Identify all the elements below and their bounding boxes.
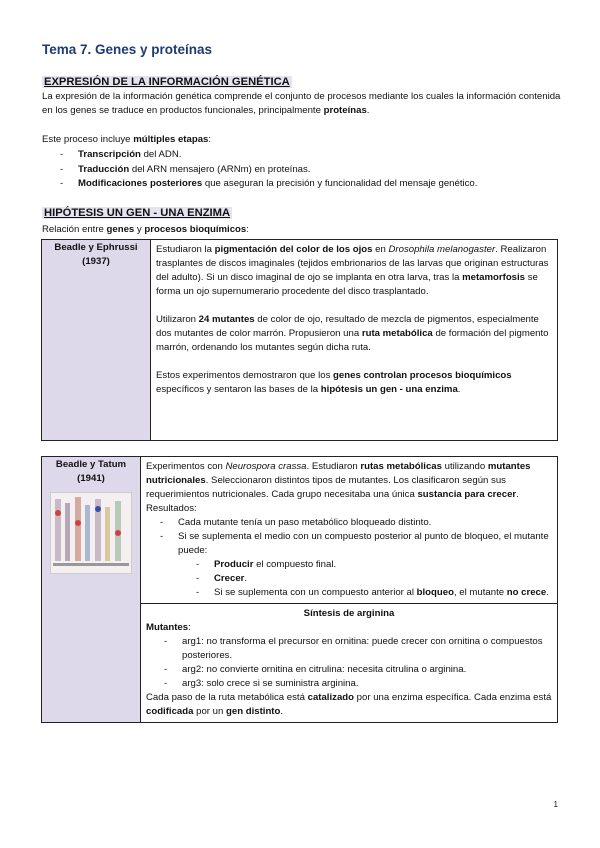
section-heading-expresion: EXPRESIÓN DE LA INFORMACIÓN GENÉTICA: [44, 76, 290, 88]
beadle-ephrussi-table: [41, 239, 558, 441]
list-item: - Si se suplementa el medio con un compuesto posterior al punto de bloqueo, el mutante puede: - Producir el compuesto final. - Crecer. - Si se suplementa con un compuesto anterior al bloqueo, el mutante no crece.: [160, 530, 552, 600]
stages-list: [60, 148, 477, 192]
intro-paragraph: La expresión de la información genética comprende el conjunto de procesos mediante los cuales la información contenida en los genes se traduce en productos funcionales, principalmente proteínas.: [42, 91, 561, 116]
closing-paragraph: Cada paso de la ruta metabólica está catalizado por una enzima específica. Cada enzima está codificada por un gen distinto.: [146, 692, 552, 717]
be-paragraph-2: Utilizaron 24 mutantes de color de ojo, resultado de mezcla de pigmentos, especialmente dos mutantes de color marrón. Propusieron una ruta metabólica de formación del pigmento marrón, ordenando los mutantes según dicha ruta.: [156, 314, 549, 353]
list-item: - Si se suplementa con un compuesto anterior al bloqueo, el mutante no crece.: [196, 586, 552, 600]
stages-intro: Este proceso incluye múltiples etapas:: [42, 134, 212, 145]
list-item: - Transcripción del ADN.: [60, 148, 477, 163]
beadle-tatum-content: [141, 457, 558, 604]
bt-paragraph-1: Experimentos con Neurospora crassa. Estudiaron rutas metabólicas utilizando mutantes nutricionales. Seleccionaron distintos tipos de mutantes. Los clasificaron según sus requerimientos nutricionales. Cada grupo necesitaba una única sustancia para crecer. Resultados:: [146, 461, 531, 514]
page-number: 1: [553, 800, 558, 809]
list-item: - arg1: no transforma el precursor en ornitina: puede crecer con ornitina o compuestos posteriores.: [164, 635, 552, 663]
results-list: [160, 516, 552, 600]
outcomes-list: [196, 558, 552, 600]
figure-graphic: [51, 493, 131, 573]
be-paragraph-3: Estos experimentos demostraron que los genes controlan procesos bioquímicos específicos y sentaron las bases de la hipótesis un gen - una enzima.: [156, 370, 512, 395]
list-item: - Traducción del ARN mensajero (ARNm) en proteínas.: [60, 163, 477, 178]
beadle-ephrussi-content: [151, 240, 558, 441]
mutants-label: Mutantes:: [146, 622, 191, 633]
list-item: - Producir el compuesto final.: [196, 558, 552, 572]
mutants-list: [164, 635, 552, 691]
section-heading-hipotesis: HIPÓTESIS UN GEN - UNA ENZIMA: [44, 207, 231, 219]
page-title: Tema 7. Genes y proteínas: [42, 42, 213, 57]
beadle-tatum-table: [41, 456, 558, 723]
list-item: - Crecer.: [196, 572, 552, 586]
beadle-ephrussi-label: Beadle y Ephrussi (1937): [42, 240, 151, 441]
relation-line: Relación entre genes y procesos bioquímicos:: [42, 224, 249, 235]
arginine-title: Síntesis de arginina: [303, 608, 395, 619]
list-item: - arg2: no convierte ornitina en citrulina: necesita citrulina o arginina.: [164, 663, 552, 677]
list-item: - Cada mutante tenía un paso metabólico bloqueado distinto.: [160, 516, 552, 530]
list-item: - Modificaciones posteriores que aseguran la precisión y funcionalidad del mensaje genético.: [60, 177, 477, 192]
experiment-figure-thumbnail: [50, 492, 132, 574]
be-paragraph-1: Estudiaron la pigmentación del color de los ojos en Drosophila melanogaster. Realizaron trasplantes de discos imaginales (tejidos embrionarios de las larvas que originan estructuras del adulto). Si un disco imaginal de ojo se implanta en otra larva, tras la metamorfosis se forma un ojo supernumerario procedente del disco trasplantado.: [156, 244, 549, 297]
arginine-content: [141, 604, 558, 723]
beadle-tatum-label: Beadle y Tatum (1941): [42, 457, 141, 723]
list-item: - arg3: solo crece si se suministra arginina.: [164, 677, 552, 691]
